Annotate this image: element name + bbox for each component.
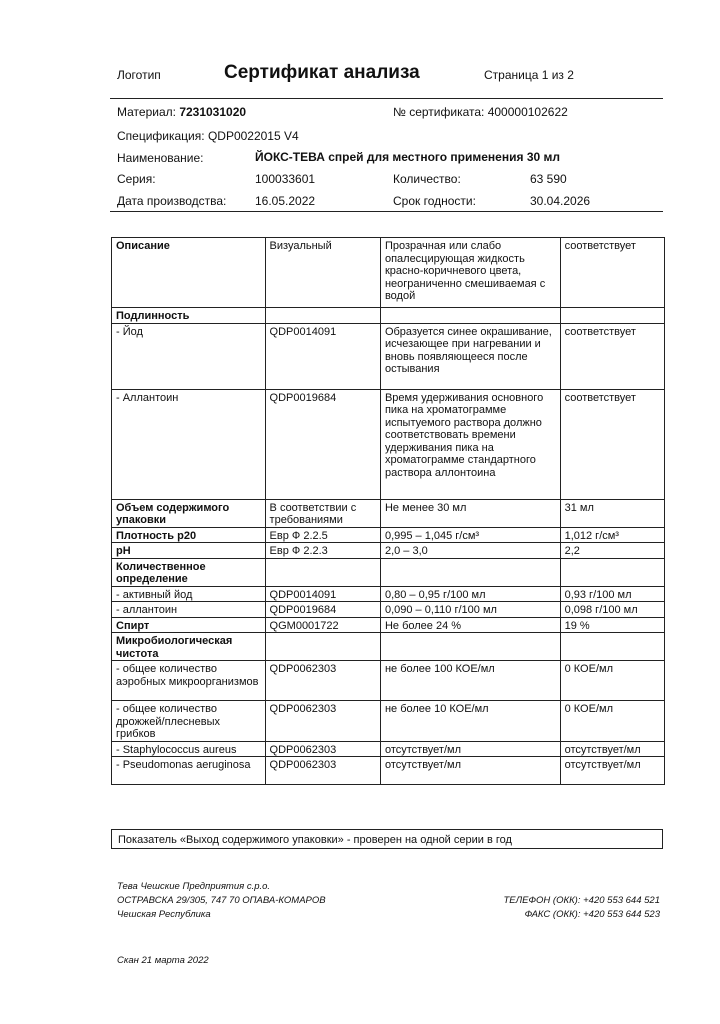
table-row [112,238,665,308]
company-name: Тева Чешские Предприятия с.р.о. [117,881,271,892]
expiry-value: 30.04.2026 [530,194,591,208]
quantity-label: Количество: [393,172,461,186]
test-result: соответствует [560,389,664,499]
test-requirement: отсутствует/мл [380,757,560,785]
test-method: QDP0062303 [265,741,380,757]
note-box: Показатель «Выход содержимого упаковки» - проверен на одной серии в год [111,829,663,849]
test-requirement: Образуется синее окрашивание, исчезающее при нагревании и вновь появляющееся после остывания [380,323,560,389]
test-requirement: Не более 24 % [380,617,560,633]
expiry-label: Срок годности: [393,194,476,208]
test-method: Визуальный [265,238,380,308]
table-row [112,757,665,785]
fax-number: ФАКС (ОКК): +420 553 644 523 [524,909,660,920]
test-name: - аллантоин [112,602,266,618]
test-requirement: Прозрачная или слабо опалесцирующая жидкость красно-коричневого цвета, неограниченно смешиваемая с водой [380,238,560,308]
test-result: 19 % [560,617,664,633]
test-method: QDP0014091 [265,586,380,602]
test-method: QGM0001722 [265,617,380,633]
test-name: - Йод [112,323,266,389]
table-row [112,527,665,543]
test-name: Спирт [112,617,266,633]
quantity-value: 63 590 [530,172,567,186]
document-title: Сертификат анализа [224,62,420,83]
results-table [111,237,665,785]
test-requirement: не более 100 КОЕ/мл [380,661,560,701]
test-requirement: 2,0 – 3,0 [380,543,560,559]
test-method: QDP0062303 [265,701,380,742]
table-row [112,617,665,633]
test-result: 2,2 [560,543,664,559]
table-row [112,323,665,389]
table-row [112,661,665,701]
certificate-value: 400000102622 [487,105,568,119]
test-method: Евр Ф 2.2.5 [265,527,380,543]
test-result: соответствует [560,323,664,389]
test-result: 0 КОЕ/мл [560,661,664,701]
table-row [112,543,665,559]
test-result: отсутствует/мл [560,757,664,785]
test-name: Объем содержимого упаковки [112,499,266,527]
test-requirement: отсутствует/мл [380,741,560,757]
material-value: 7231031020 [179,105,247,119]
table-row [112,741,665,757]
material-label: Материал: 7231031020 [117,105,247,119]
section-title: Подлинность [112,308,266,324]
test-result: отсутствует/мл [560,741,664,757]
company-country: Чешская Республика [117,909,211,920]
test-requirement: Время удерживания основного пика на хроматограмме испытуемого раствора должно соответствовать времени удерживания пика на хроматограмме стандартного раствора аллонтоина [380,389,560,499]
test-method: Евр Ф 2.2.3 [265,543,380,559]
table-row [112,701,665,742]
test-name: - общее количество аэробных микроорганизмов [112,661,266,701]
scan-date: Скан 21 марта 2022 [117,955,209,966]
meta-divider [110,211,663,212]
test-name: - Pseudomonas aeruginosa [112,757,266,785]
company-address: ОСТРАВСКА 29/305, 747 70 ОПАВА-КОМАРОВ [117,895,326,906]
page-number: Страница 1 из 2 [484,68,574,82]
test-name: pH [112,543,266,559]
test-result: соответствует [560,238,664,308]
series-label: Серия: [117,172,156,186]
test-result: 31 мл [560,499,664,527]
production-date-value: 16.05.2022 [255,194,316,208]
logo-placeholder: Логотип [117,68,161,82]
test-result: 1,012 г/см³ [560,527,664,543]
test-result: 0,098 г/100 мл [560,602,664,618]
series-value: 100033601 [255,172,316,186]
section-title: Количественное определение [112,558,266,586]
test-requirement: 0,80 – 0,95 г/100 мл [380,586,560,602]
header-divider [110,98,663,99]
production-date-label: Дата производства: [117,194,227,208]
test-method: QDP0014091 [265,323,380,389]
name-label: Наименование: [117,151,204,165]
specification: Спецификация: QDP0022015 V4 [117,129,299,143]
test-requirement: не более 10 КОЕ/мл [380,701,560,742]
test-method: В соответствии с требованиями [265,499,380,527]
certificate-number: № сертификата: 400000102622 [393,105,568,119]
test-method: QDP0019684 [265,602,380,618]
test-result: 0,93 г/100 мл [560,586,664,602]
table-row [112,602,665,618]
test-requirement: 0,090 – 0,110 г/100 мл [380,602,560,618]
test-result: 0 КОЕ/мл [560,701,664,742]
test-method: QDP0019684 [265,389,380,499]
test-name: - Аллантоин [112,389,266,499]
test-method: QDP0062303 [265,661,380,701]
test-requirement: Не менее 30 мл [380,499,560,527]
table-row [112,558,665,586]
specification-value: QDP0022015 V4 [207,129,299,143]
section-title: Микробиологическая чистота [112,633,266,661]
test-name: - активный йод [112,586,266,602]
test-name: - общее количество дрожжей/плесневых грибков [112,701,266,742]
table-row [112,389,665,499]
test-method: QDP0062303 [265,757,380,785]
test-name: Плотность р20 [112,527,266,543]
product-name: ЙОКС-ТЕВА спрей для местного применения 30 мл [255,150,560,164]
phone-number: ТЕЛЕФОН (ОКК): +420 553 644 521 [503,895,660,906]
test-name: - Staphylococcus aureus [112,741,266,757]
table-row [112,499,665,527]
table-row [112,308,665,324]
table-row [112,633,665,661]
test-requirement: 0,995 – 1,045 г/см³ [380,527,560,543]
table-row [112,586,665,602]
test-name: Описание [112,238,266,308]
